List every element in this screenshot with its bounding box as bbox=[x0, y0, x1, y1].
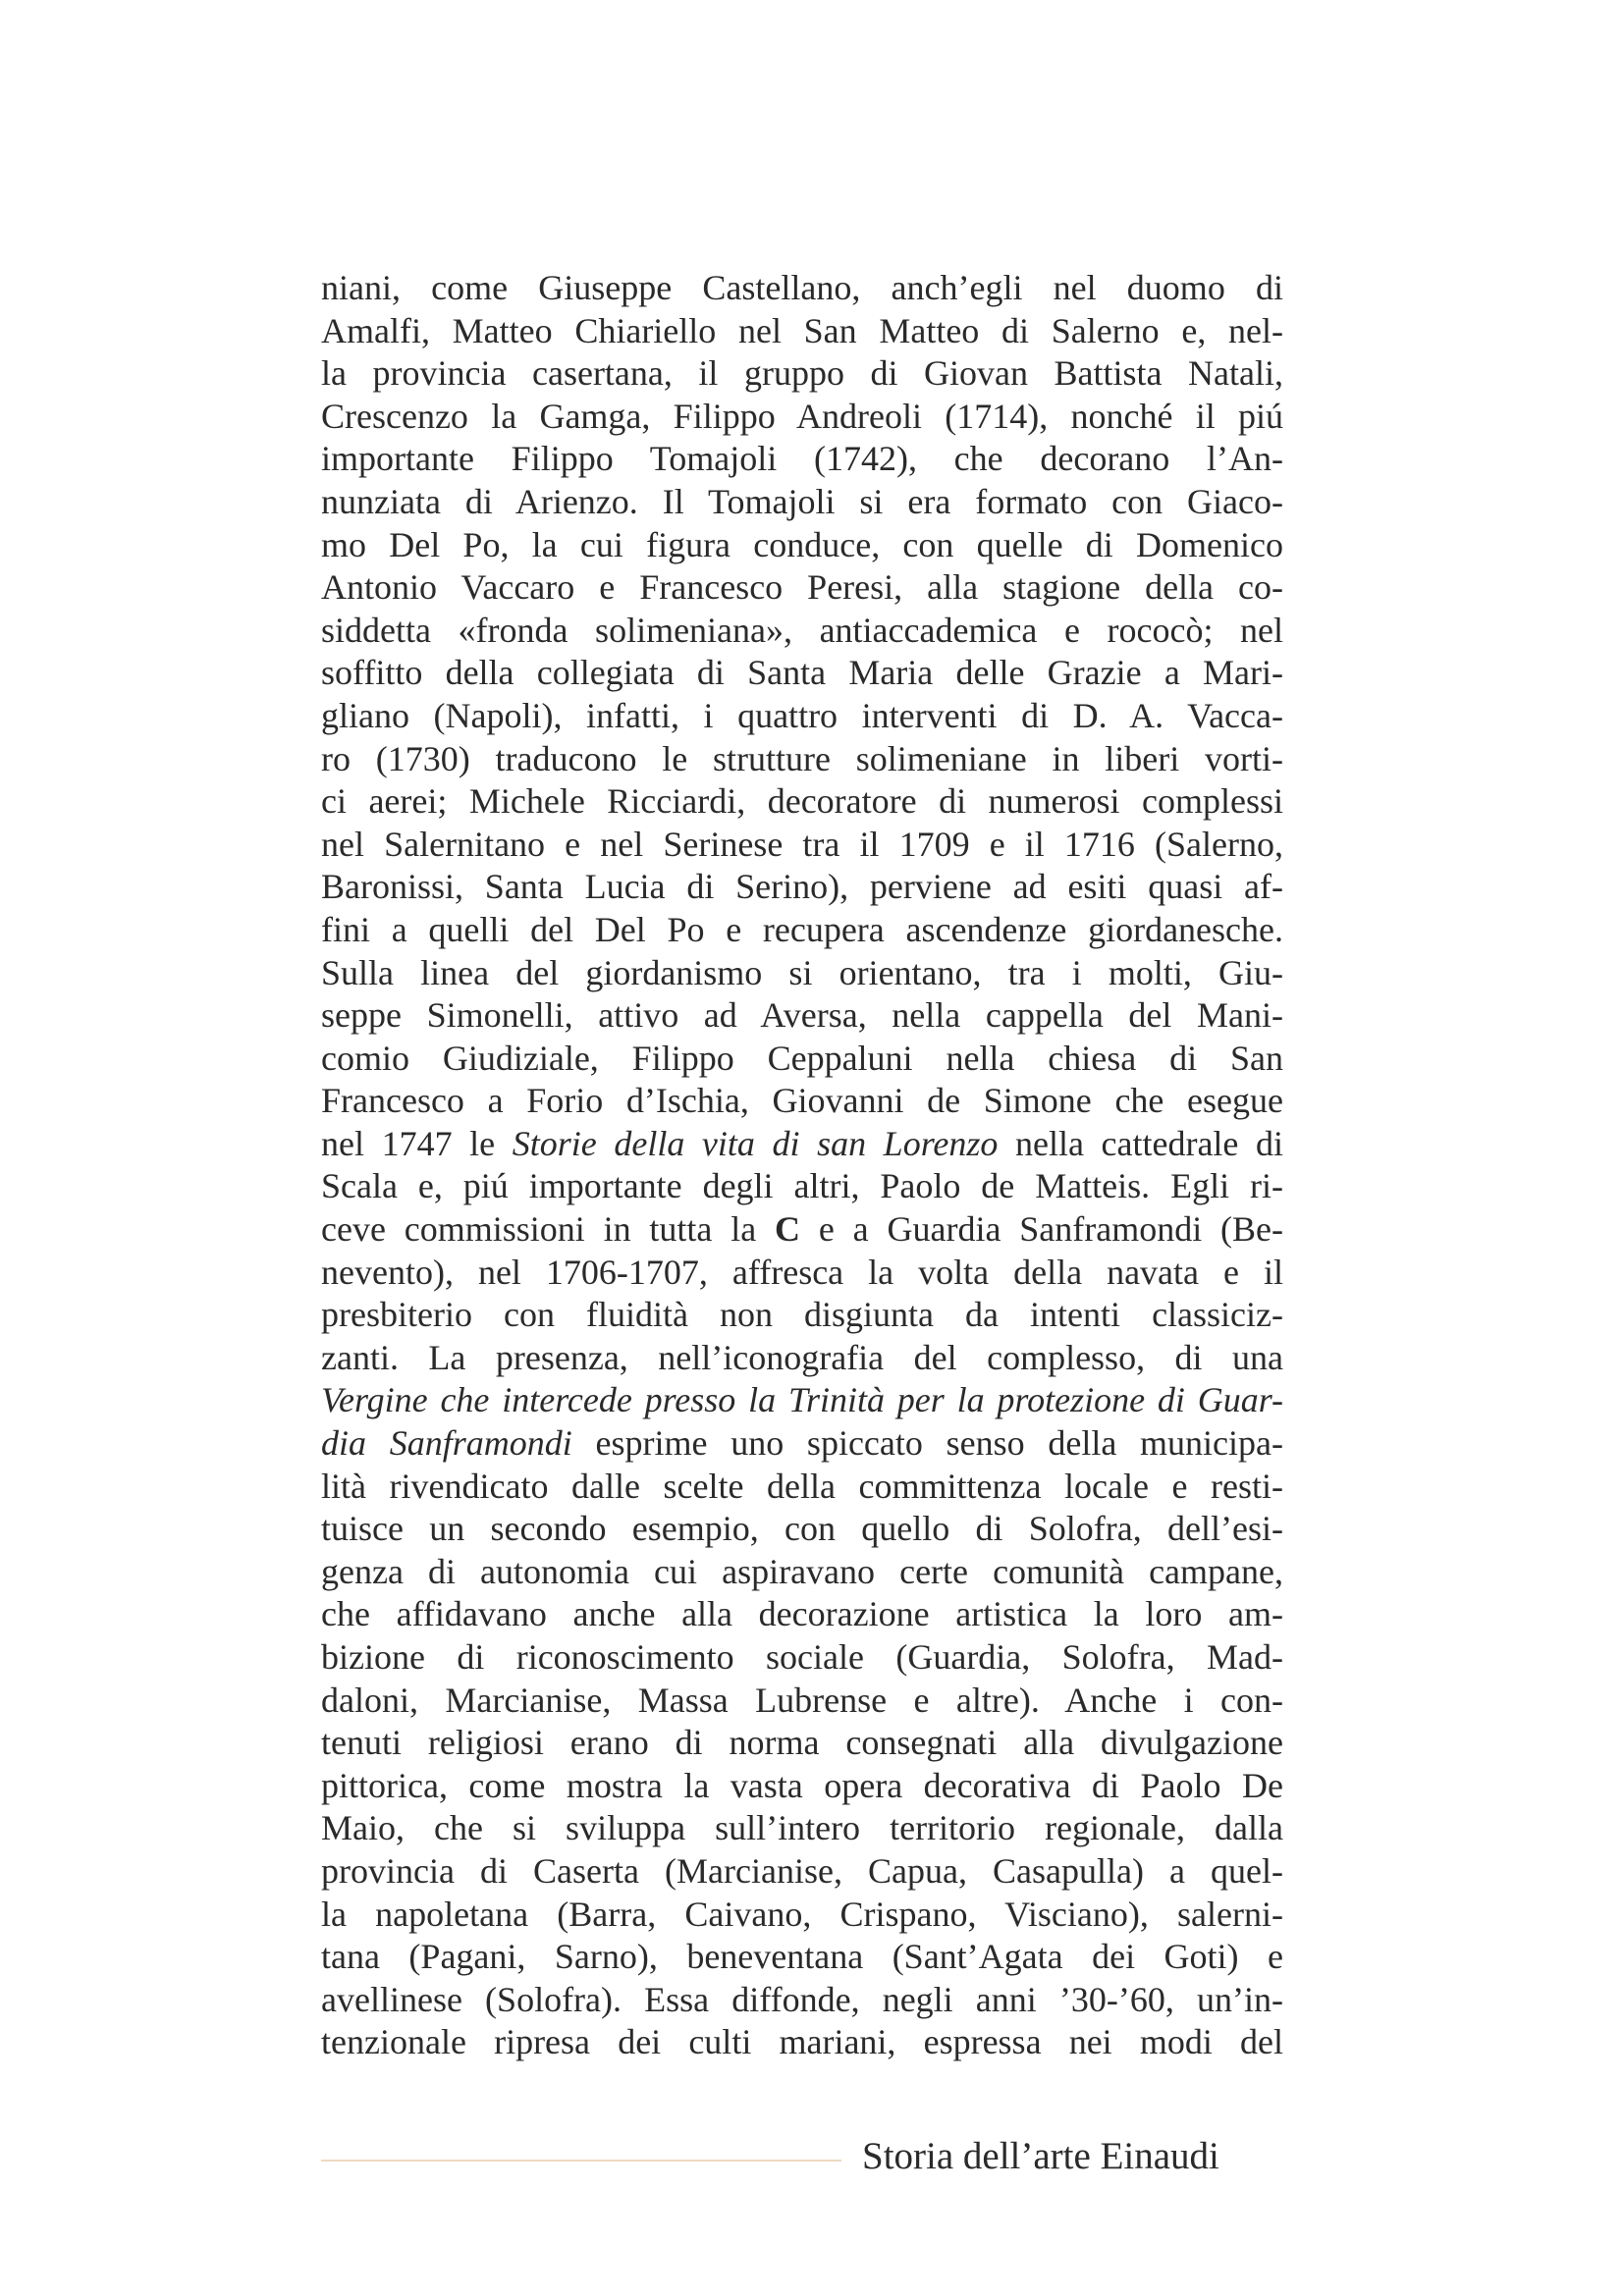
text-span: Antonio Vaccaro e Francesco Peresi, alla stagione della co- bbox=[321, 567, 1283, 608]
text-span: seppe Simonelli, attivo ad Aversa, nella cappella del Mani- bbox=[321, 995, 1283, 1036]
text-span: fini a quelli del Del Po e recupera ascendenze giordanesche. bbox=[321, 909, 1283, 949]
text-span: gliano (Napoli), infatti, i quattro interventi di D. A. Vacca- bbox=[321, 695, 1283, 735]
text-span: Baronissi, Santa Lucia di Serino), perviene ad esiti quasi af- bbox=[321, 867, 1283, 907]
text-line bbox=[321, 481, 1283, 524]
text-span: comio Giudiziale, Filippo Ceppaluni nella chiesa di San bbox=[321, 1038, 1283, 1078]
text-span: niani, come Giuseppe Castellano, anch’egli nel duomo di bbox=[321, 268, 1283, 307]
text-line bbox=[321, 1722, 1283, 1765]
bold-text: C bbox=[775, 1209, 801, 1250]
text-span: ceve commissioni in tutta la bbox=[321, 1209, 776, 1250]
text-line bbox=[321, 695, 1283, 738]
text-span: importante Filippo Tomajoli (1742), che decorano l’An- bbox=[321, 439, 1283, 479]
text-span: presbiterio con fluidità non disgiunta da intenti classiciz- bbox=[321, 1295, 1283, 1335]
text-span: mo Del Po, la cui figura conduce, con quelle di Domenico bbox=[321, 524, 1283, 564]
text-span: genza di autonomia cui aspiravano certe comunità campane, bbox=[321, 1551, 1283, 1591]
text-span: Scala e, piú importante degli altri, Paolo de Matteis. Egli ri- bbox=[321, 1166, 1283, 1206]
text-line bbox=[321, 1466, 1283, 1509]
text-line bbox=[321, 952, 1283, 995]
text-span: tenuti religiosi erano di norma consegnati alla divulgazione bbox=[321, 1723, 1283, 1763]
text-span: tuisce un secondo esempio, con quello di Solofra, dell’esi- bbox=[321, 1509, 1283, 1549]
text-line bbox=[321, 1294, 1283, 1337]
italic-text: Vergine che intercede presso la Trinità per la protezione di Guar- bbox=[321, 1380, 1283, 1420]
text-line bbox=[321, 1123, 1283, 1166]
text-line bbox=[321, 1807, 1283, 1850]
text-span: bizione di riconoscimento sociale (Guardia, Solofra, Mad- bbox=[321, 1637, 1283, 1677]
text-line bbox=[321, 1080, 1283, 1123]
text-line bbox=[321, 866, 1283, 909]
text-line bbox=[321, 1593, 1283, 1636]
body-text bbox=[321, 267, 1283, 2064]
text-line bbox=[321, 1038, 1283, 1081]
text-span: tenzionale ripresa dei culti mariani, espressa nei modi del bbox=[321, 2022, 1283, 2062]
text-line bbox=[321, 352, 1283, 396]
text-span: ro (1730) traducono le strutture solimeniane in liberi vorti- bbox=[321, 738, 1283, 778]
text-line bbox=[321, 524, 1283, 567]
text-span: provincia di Caserta (Marcianise, Capua, Casapulla) a quel- bbox=[321, 1850, 1283, 1891]
footer-rule bbox=[321, 2160, 841, 2162]
text-span: e a Guardia Sanframondi (Be- bbox=[800, 1209, 1283, 1250]
text-span: nella cattedrale di bbox=[998, 1123, 1284, 1163]
text-span: la napoletana (Barra, Caivano, Crispano, Visciano), salerni- bbox=[321, 1894, 1283, 1934]
text-line bbox=[321, 909, 1283, 952]
text-span: nel 1747 le bbox=[321, 1123, 513, 1163]
text-line bbox=[321, 1208, 1283, 1252]
text-line bbox=[321, 610, 1283, 653]
text-span: tana (Pagani, Sarno), beneventana (Sant’Agata dei Goti) e bbox=[321, 1937, 1283, 1977]
text-span: Amalfi, Matteo Chiariello nel San Matteo di Salerno e, nel- bbox=[321, 310, 1283, 350]
text-span: nunziata di Arienzo. Il Tomajoli si era formato con Giaco- bbox=[321, 481, 1283, 521]
footer-title: Storia dell’arte Einaudi bbox=[862, 2135, 1219, 2177]
text-span: pittorica, come mostra la vasta opera decorativa di Paolo De bbox=[321, 1765, 1283, 1805]
text-span: esprime uno spiccato senso della municipa- bbox=[571, 1423, 1284, 1464]
text-line bbox=[321, 1422, 1283, 1466]
text-line bbox=[321, 1252, 1283, 1295]
text-span: che affidavano anche alla decorazione artistica la loro am- bbox=[321, 1594, 1283, 1634]
text-line bbox=[321, 438, 1283, 481]
text-line bbox=[321, 2021, 1283, 2064]
text-line bbox=[321, 1165, 1283, 1208]
text-span: Maio, che si sviluppa sull’intero territorio regionale, dalla bbox=[321, 1808, 1283, 1848]
text-line bbox=[321, 1765, 1283, 1808]
text-line bbox=[321, 1936, 1283, 1979]
text-line bbox=[321, 1379, 1283, 1422]
text-span: nevento), nel 1706-1707, affresca la volta della navata e il bbox=[321, 1252, 1283, 1292]
text-line bbox=[321, 780, 1283, 824]
text-line bbox=[321, 1551, 1283, 1594]
text-span: lità rivendicato dalle scelte della committenza locale e resti- bbox=[321, 1466, 1283, 1506]
text-span: avellinese (Solofra). Essa diffonde, negli anni ’30-’60, un’in- bbox=[321, 1979, 1283, 2019]
text-line bbox=[321, 566, 1283, 610]
text-line bbox=[321, 652, 1283, 695]
text-line bbox=[321, 824, 1283, 867]
text-span: Sulla linea del giordanismo si orientano, tra i molti, Giu- bbox=[321, 952, 1283, 992]
text-line bbox=[321, 1508, 1283, 1551]
text-line bbox=[321, 1894, 1283, 1937]
text-line bbox=[321, 1337, 1283, 1380]
text-span: Francesco a Forio d’Ischia, Giovanni de Simone che esegue bbox=[321, 1081, 1283, 1121]
italic-text: dia Sanframondi bbox=[321, 1423, 572, 1464]
text-line bbox=[321, 396, 1283, 439]
text-span: nel Salernitano e nel Serinese tra il 1709 e il 1716 (Salerno, bbox=[321, 824, 1283, 864]
text-span: soffitto della collegiata di Santa Maria delle Grazie a Mari- bbox=[321, 653, 1283, 693]
text-span: siddetta «fronda solimeniana», antiaccademica e rococò; nel bbox=[321, 610, 1283, 650]
text-line bbox=[321, 1680, 1283, 1723]
text-line bbox=[321, 310, 1283, 353]
text-span: Crescenzo la Gamga, Filippo Andreoli (1714), nonché il piú bbox=[321, 396, 1283, 436]
text-line bbox=[321, 1636, 1283, 1680]
text-line bbox=[321, 738, 1283, 781]
text-line bbox=[321, 267, 1283, 310]
text-span: zanti. La presenza, nell’iconografia del complesso, di una bbox=[321, 1337, 1283, 1377]
text-line bbox=[321, 1850, 1283, 1894]
text-line bbox=[321, 1979, 1283, 2022]
italic-text: Storie della vita di san Lorenzo bbox=[512, 1123, 999, 1163]
text-span: daloni, Marcianise, Massa Lubrense e altre). Anche i con- bbox=[321, 1680, 1283, 1720]
text-span: ci aerei; Michele Ricciardi, decoratore di numerosi complessi bbox=[321, 781, 1283, 822]
text-span: la provincia casertana, il gruppo di Giovan Battista Natali, bbox=[321, 353, 1283, 394]
text-line bbox=[321, 994, 1283, 1038]
